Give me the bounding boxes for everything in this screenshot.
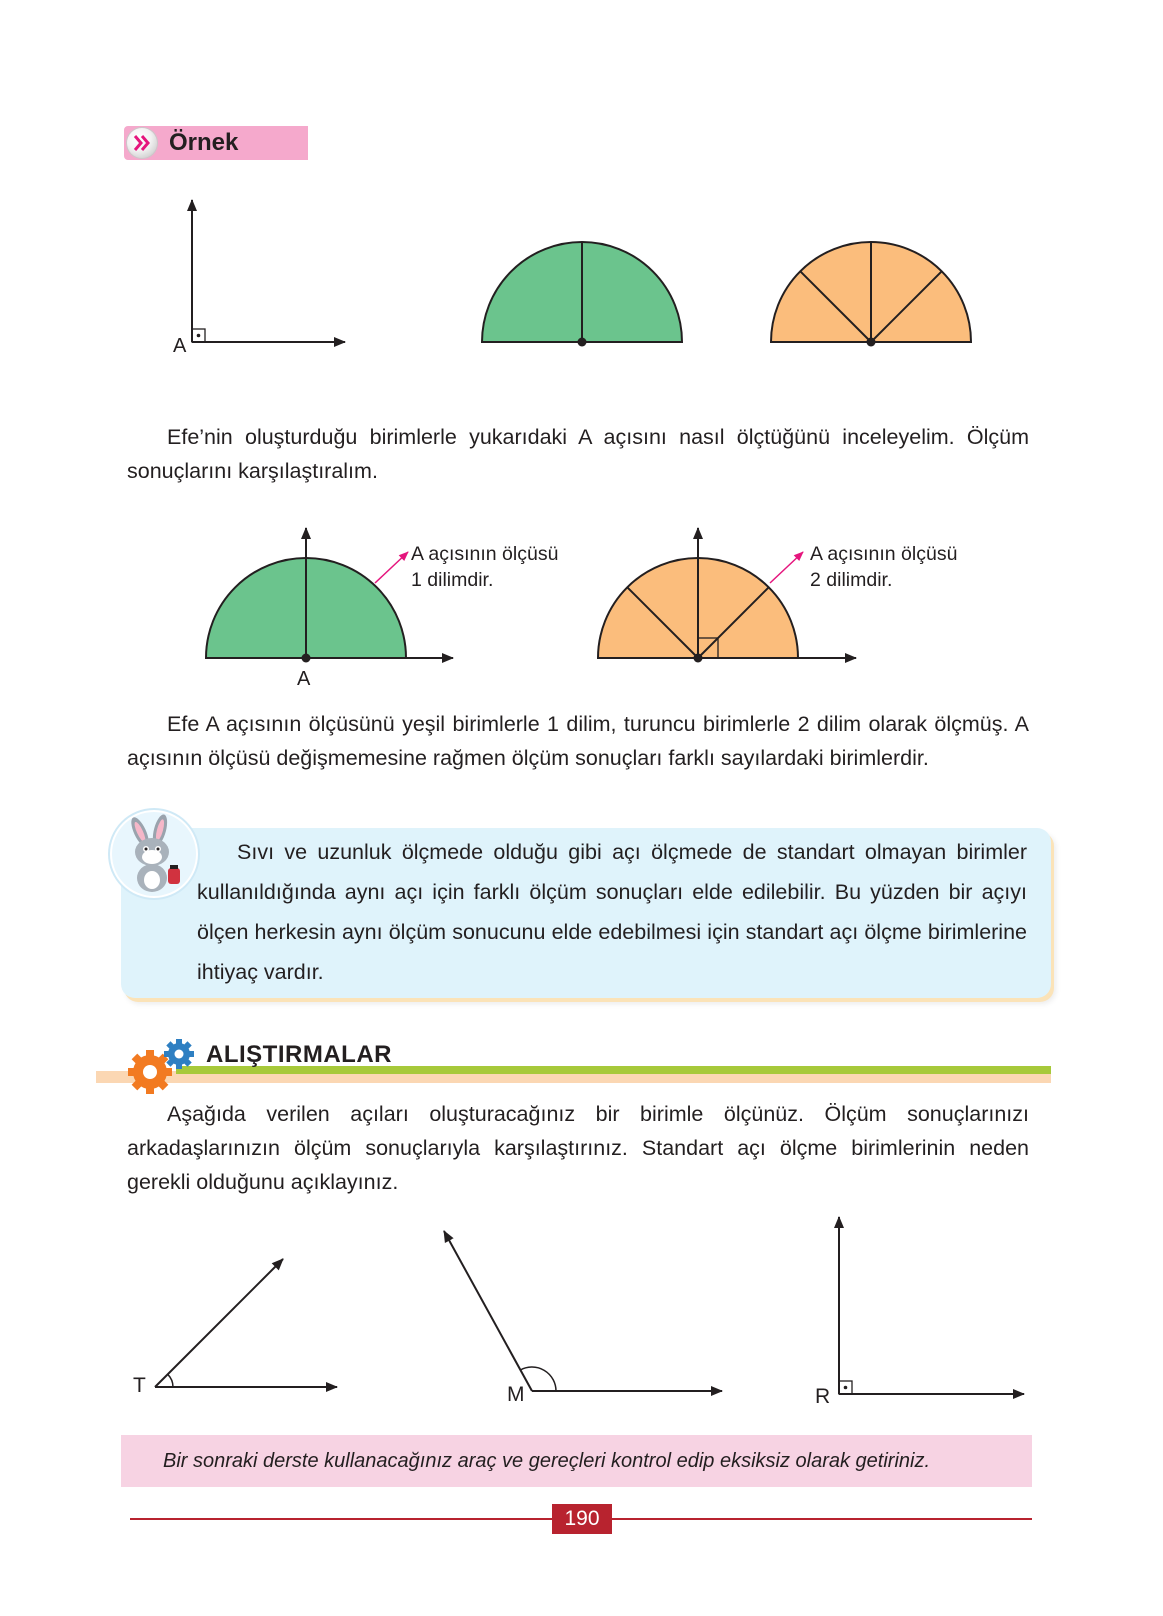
result-paragraph-text: Efe A açısının ölçüsünü yeşil birimlerle 1 dilim, turuncu birimlerle 2 dilim olarak ölçmüş. A açısının ölçüsü değişmemesine rağmen ölçüm sonuçları farklı sayılardaki birimlerdir. xyxy=(127,712,1029,770)
rabbit-mascot-icon xyxy=(110,810,198,898)
exercise-angles xyxy=(0,1200,1163,1420)
green-unit-semicircle xyxy=(482,242,682,347)
example-title: Örnek xyxy=(169,129,239,156)
orange-unit-semicircle xyxy=(771,242,971,347)
angle-r-label: R xyxy=(815,1385,831,1408)
angle-t xyxy=(155,1259,337,1387)
orange-callout-line1: A açısının ölçüsü xyxy=(810,543,958,565)
top-figures xyxy=(0,0,1163,400)
info-box-text xyxy=(197,832,1027,992)
angle-r xyxy=(839,1217,1024,1394)
right-angle-a xyxy=(173,200,345,357)
result-paragraph xyxy=(127,707,1029,775)
intro-paragraph-text: Efe’nin oluşturduğu birimlerle yukarıdaki A açısını nasıl ölçtüğünü inceleyelim. Ölçüm sonuçlarını karşılaştıralım. xyxy=(127,425,1029,483)
homework-note-text: Bir sonraki derste kullanacağınız araç ve gereçleri kontrol edip eksiksiz olarak getiriniz. xyxy=(163,1450,931,1472)
green-callout xyxy=(411,541,558,593)
angle-m xyxy=(444,1231,722,1391)
green-callout-line1: A açısının ölçüsü xyxy=(411,543,559,565)
info-box-text-body: Sıvı ve uzunluk ölçmede olduğu gibi açı ölçmede de standart olmayan birimler kullanıldığında aynı açı için farklı ölçüm sonuçları elde edilebilir. Bu yüzden bir açıyı ölçen herkesin aynı ölçüm sonucunu elde edebilmesi için standart açı ölçme birimlerine ihtiyaç vardır. xyxy=(197,840,1027,984)
angle-m-label: M xyxy=(507,1383,525,1406)
angle-t-label: T xyxy=(133,1374,146,1397)
intro-paragraph xyxy=(127,420,1029,488)
footer-rule-left xyxy=(130,1518,554,1520)
green-vertex-label: A xyxy=(297,668,311,690)
green-callout-line2: 1 dilimdir. xyxy=(411,569,494,591)
measurement-figures xyxy=(0,500,1163,700)
page-number: 190 xyxy=(552,1504,612,1534)
exercise-instruction-text: Aşağıda verilen açıları oluşturacağınız bir birimle ölçünüz. Ölçüm sonuçlarınızı arkadaşlarınızın ölçüm sonuçlarıyla karşılaştırınız. Standart açı ölçme birimlerinin neden gerekli olduğunu açıklayınız. xyxy=(127,1102,1029,1194)
gears-icon xyxy=(124,1037,200,1097)
orange-callout-line2: 2 dilimdir. xyxy=(810,569,893,591)
exercise-instruction xyxy=(127,1097,1029,1199)
angle-a-label: A xyxy=(173,335,187,357)
orange-callout xyxy=(810,541,957,593)
footer-rule-right xyxy=(610,1518,1032,1520)
exercises-title: ALIŞTIRMALAR xyxy=(206,1041,392,1068)
